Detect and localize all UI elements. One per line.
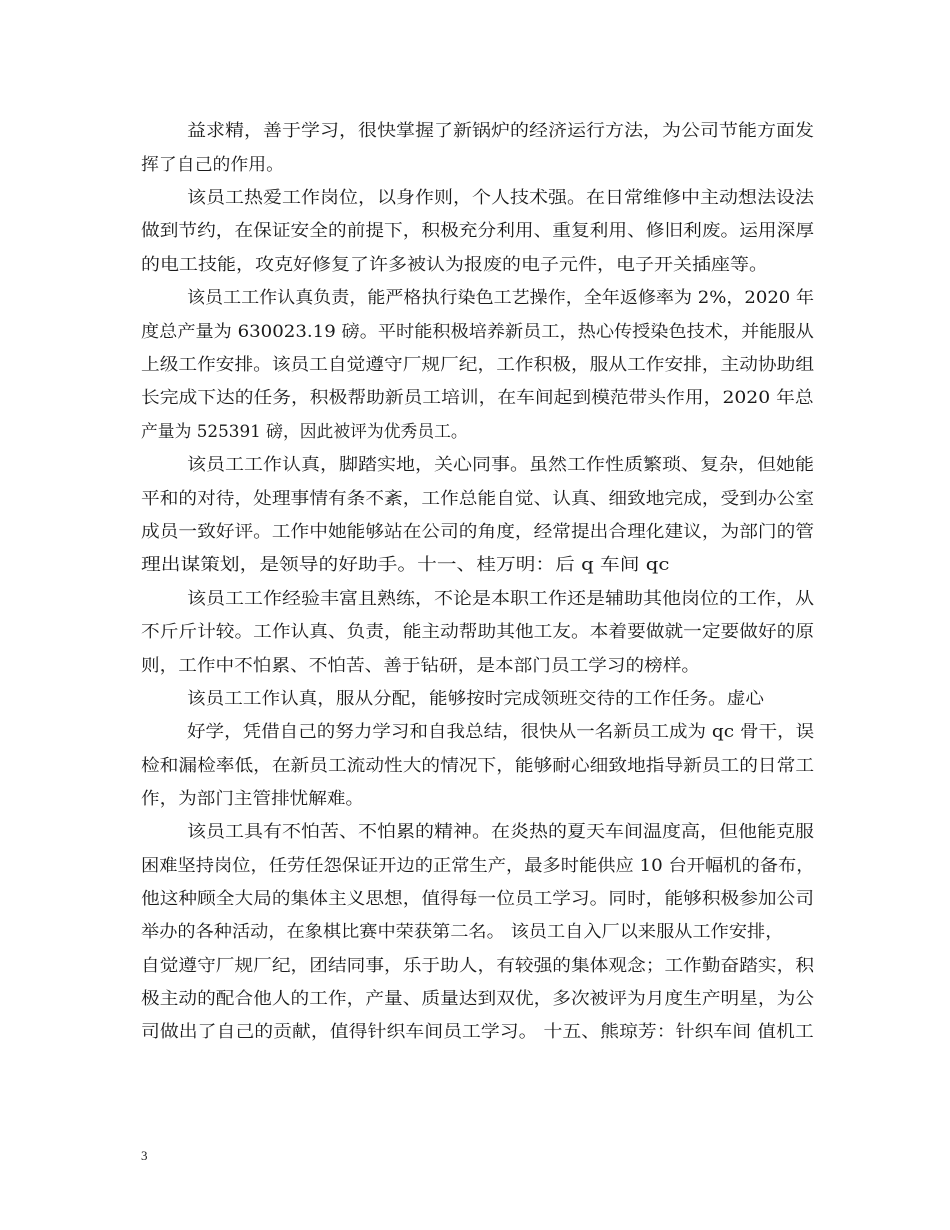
text-line: 作，为部门主管排忧解难。 xyxy=(141,789,364,809)
text-line: 该员工具有不怕苦、不怕累的精神。在炎热的夏天车间温度高，但他能克服 xyxy=(187,822,814,842)
text-line: 产量为 525391 磅，因此被评为优秀员工。 xyxy=(141,422,468,442)
text-line: 他这种顾全大局的集体主义思想，值得每一位员工学习。同时，能够积极参加公司 xyxy=(141,889,815,909)
text-line: 司做出了自己的贡献，值得针织车间员工学习。 十五、熊琼芳：针织车间 值机工 xyxy=(141,1022,814,1042)
text-line: 不斤斤计较。工作认真、负责，能主动帮助其他工友。本着要做就一定要做好的原 xyxy=(141,622,815,642)
text-line: 该员工工作认真，服从分配，能够按时完成领班交待的工作任务。虚心 xyxy=(187,689,765,709)
text-line: 上级工作安排。该员工自觉遵守厂规厂纪，工作积极，服从工作安排，主动协助组 xyxy=(141,355,815,375)
text-line: 困难坚持岗位，任劳任怨保证开边的正常生产，最多时能供应 10 台开幅机的备布， xyxy=(141,856,815,876)
text-line: 成员一致好评。工作中她能够站在公司的角度，经常提出合理化建议，为部门的管 xyxy=(141,522,815,542)
text-line: 理出谋策划，是领导的好助手。十一、桂万明：后 q 车间 qc xyxy=(141,555,670,575)
text-line: 该员工工作认真负责，能严格执行染色工艺操作，全年返修率为 2%，2020 年 xyxy=(187,288,815,308)
text-line: 该员工工作认真，脚踏实地，关心同事。虽然工作性质繁琐、复杂，但她能 xyxy=(187,455,814,475)
text-line: 则，工作中不怕累、不怕苦、善于钻研，是本部门员工学习的榜样。 xyxy=(141,656,701,676)
text-line: 检和漏检率低，在新员工流动性大的情况下，能够耐心细致地指导新员工的日常工 xyxy=(141,756,815,776)
text-line: 挥了自己的作用。 xyxy=(141,155,285,175)
text-line: 举办的各种活动，在象棋比赛中荣获第二名。 该员工自入厂以来服从工作安排， xyxy=(141,922,784,942)
text-line: 的电工技能，攻克好修复了许多被认为报废的电子元件，电子开关插座等。 xyxy=(141,255,768,275)
text-line: 好学，凭借自己的努力学习和自我总结，很快从一名新员工成为 qc 骨干，误 xyxy=(187,722,815,742)
page-number: 3 xyxy=(141,1148,148,1163)
text-line: 度总产量为 630023.19 磅。平时能积极培养新员工，热心传授染色技术，并能服从 xyxy=(141,322,814,342)
text-line: 益求精，善于学习，很快掌握了新锅炉的经济运行方法，为公司节能方面发 xyxy=(187,121,814,141)
text-line: 自觉遵守厂规厂纪，团结同事，乐于助人，有较强的集体观念；工作勤奋踏实，积 xyxy=(141,956,815,976)
text-line: 极主动的配合他人的工作，产量、质量达到双优，多次被评为月度生产明星，为公 xyxy=(141,989,815,1009)
text-line: 该员工热爱工作岗位，以身作则，个人技术强。在日常维修中主动想法设法 xyxy=(187,188,814,208)
text-line: 做到节约，在保证安全的前提下，积极充分利用、重复利用、修旧利废。运用深厚 xyxy=(141,221,815,241)
text-line: 长完成下达的任务，积极帮助新员工培训，在车间起到模范带头作用，2020 年总 xyxy=(141,388,814,408)
text-line: 该员工工作经验丰富且熟练，不论是本职工作还是辅助其他岗位的工作，从 xyxy=(187,589,814,609)
text-line: 平和的对待，处理事情有条不紊，工作总能自觉、认真、细致地完成，受到办公室 xyxy=(141,489,815,509)
